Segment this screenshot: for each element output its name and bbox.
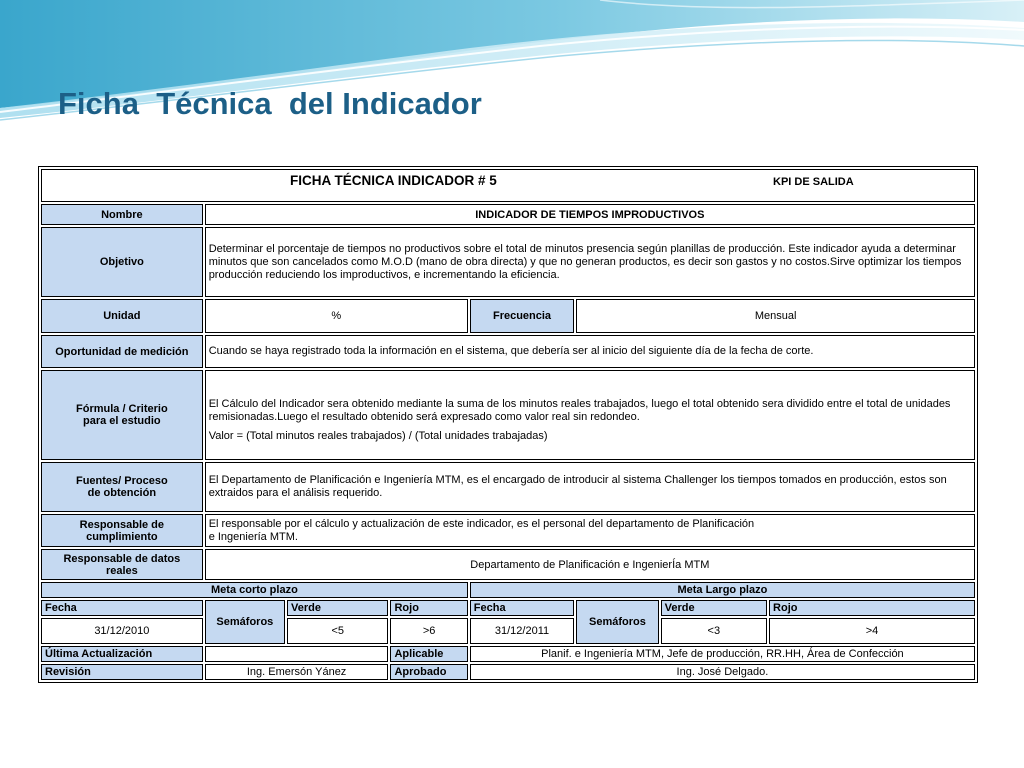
sheet-title: FICHA TÉCNICA INDICADOR # 5 (290, 173, 497, 188)
revision-row (41, 664, 975, 680)
aprobado-label: Aprobado (390, 664, 467, 680)
meta-largo-semaforos-label: Semáforos (576, 600, 658, 644)
indicator-sheet-table (38, 166, 978, 683)
meta-corto-verde-label: Verde (287, 600, 388, 616)
oportunidad-value: Cuando se haya registrado toda la información en el sistema, que debería ser al inicio del siguiente día de la fecha de corte. (205, 335, 975, 368)
formula-label (41, 370, 203, 460)
responsable-cumplimiento-line1: El responsable por el cálculo y actualización de este indicador, es el personal del departamento de Planificación (208, 517, 755, 530)
actualizacion-row (41, 646, 975, 662)
fuentes-label-line2: de obtención (87, 487, 157, 499)
meta-values-row (41, 618, 975, 644)
meta-corto-fecha-label: Fecha (41, 600, 203, 616)
fuentes-row (41, 462, 975, 512)
unidad-row (41, 299, 975, 333)
unidad-value: % (205, 299, 468, 333)
aplicable-value: Planif. e Ingeniería MTM, Jefe de producción, RR.HH, Área de Confección (470, 646, 975, 662)
formula-row (41, 370, 975, 460)
frecuencia-label: Frecuencia (470, 299, 574, 333)
objetivo-row (41, 227, 975, 297)
revision-value: Ing. Emersón Yánez (205, 664, 389, 680)
nombre-label: Nombre (41, 204, 203, 225)
meta-corto-verde-value: <5 (287, 618, 388, 644)
meta-columns-row (41, 600, 975, 616)
oportunidad-label: Oportunidad de medición (41, 335, 203, 368)
responsable-cumplimiento-label-line2: cumplimiento (86, 530, 158, 543)
meta-largo-fecha-label: Fecha (470, 600, 574, 616)
meta-largo-rojo-label: Rojo (769, 600, 975, 616)
responsable-datos-label-line2: reales (105, 564, 138, 577)
responsable-cumplimiento-row (41, 514, 975, 547)
responsable-cumplimiento-line2: e Ingeniería MTM. (208, 530, 298, 543)
meta-corto-rojo-label: Rojo (390, 600, 467, 616)
meta-corto-rojo-value: >6 (390, 618, 467, 644)
meta-corto-fecha-value: 31/12/2010 (41, 618, 203, 644)
responsable-datos-value: Departamento de Planificación e IngenierÍa MTM (205, 549, 975, 580)
revision-label: Revisión (41, 664, 203, 680)
nombre-value: INDICADOR DE TIEMPOS IMPRODUCTIVOS (205, 204, 975, 225)
oportunidad-row (41, 335, 975, 368)
fuentes-label-line1: Fuentes/ Proceso (75, 475, 168, 487)
ultima-actualizacion-value (205, 646, 389, 662)
formula-label-line1: Fórmula / Criterio (76, 403, 168, 415)
responsable-datos-label-line1: Responsable de datos (63, 552, 181, 565)
meta-largo-rojo-value: >4 (769, 618, 975, 644)
unidad-label: Unidad (41, 299, 203, 333)
meta-largo-verde-label: Verde (661, 600, 767, 616)
meta-largo-fecha-value: 31/12/2011 (470, 618, 574, 644)
formula-value (205, 370, 975, 460)
meta-largo-verde-value: <3 (661, 618, 767, 644)
header-row (41, 169, 975, 202)
responsable-cumplimiento-label-line1: Responsable de (79, 518, 165, 531)
aplicable-label: Aplicable (390, 646, 467, 662)
fuentes-value: El Departamento de Planificación e Ingeniería MTM, es el encargado de introducir al sistema Challenger los tiempos tomados en producción, estos son extraidos para el análisis requerido. (205, 462, 975, 512)
formula-text: El Cálculo del Indicador sera obtenido mediante la suma de los minutos reales trabajados, luego el total obtenido sera dividido entre el total de unidades remisionadas.Luego el resultado obtenido será expresado como valor real sin redondeo. (208, 398, 951, 423)
responsable-cumplimiento-value (205, 514, 975, 547)
objetivo-label: Objetivo (41, 227, 203, 297)
nombre-row (41, 204, 975, 225)
ultima-actualizacion-label: Última Actualización (41, 646, 203, 662)
kpi-label: KPI DE SALIDA (773, 176, 854, 188)
aprobado-value: Ing. José Delgado. (470, 664, 975, 680)
meta-corto-plazo-label: Meta corto plazo (41, 582, 468, 598)
objetivo-value: Determinar el porcentaje de tiempos no productivos sobre el total de minutos presencia según planillas de producción. Este indicador ayuda a determinar minutos que son cancelados como M.O.D (mano de obra directa) y que no generan productos, es decir son gastos y no costos.Sirve optimizar los tiempos producción reduciendo los improductivos, e incrementando la eficiencia. (205, 227, 975, 297)
responsable-datos-row (41, 549, 975, 580)
meta-largo-plazo-label: Meta Largo plazo (470, 582, 975, 598)
formula-label-line2: para el estudio (83, 415, 161, 427)
responsable-cumplimiento-label (41, 514, 203, 547)
formula-equation: Valor = (Total minutos reales trabajados) / (Total unidades trabajadas) (208, 430, 548, 442)
meta-header-row (41, 582, 975, 598)
responsable-datos-label (41, 549, 203, 580)
slide-title: Ficha Técnica del Indicador (58, 86, 482, 121)
frecuencia-value: Mensual (576, 299, 975, 333)
meta-corto-semaforos-label: Semáforos (205, 600, 285, 644)
fuentes-label (41, 462, 203, 512)
sheet-header-cell (41, 169, 975, 202)
